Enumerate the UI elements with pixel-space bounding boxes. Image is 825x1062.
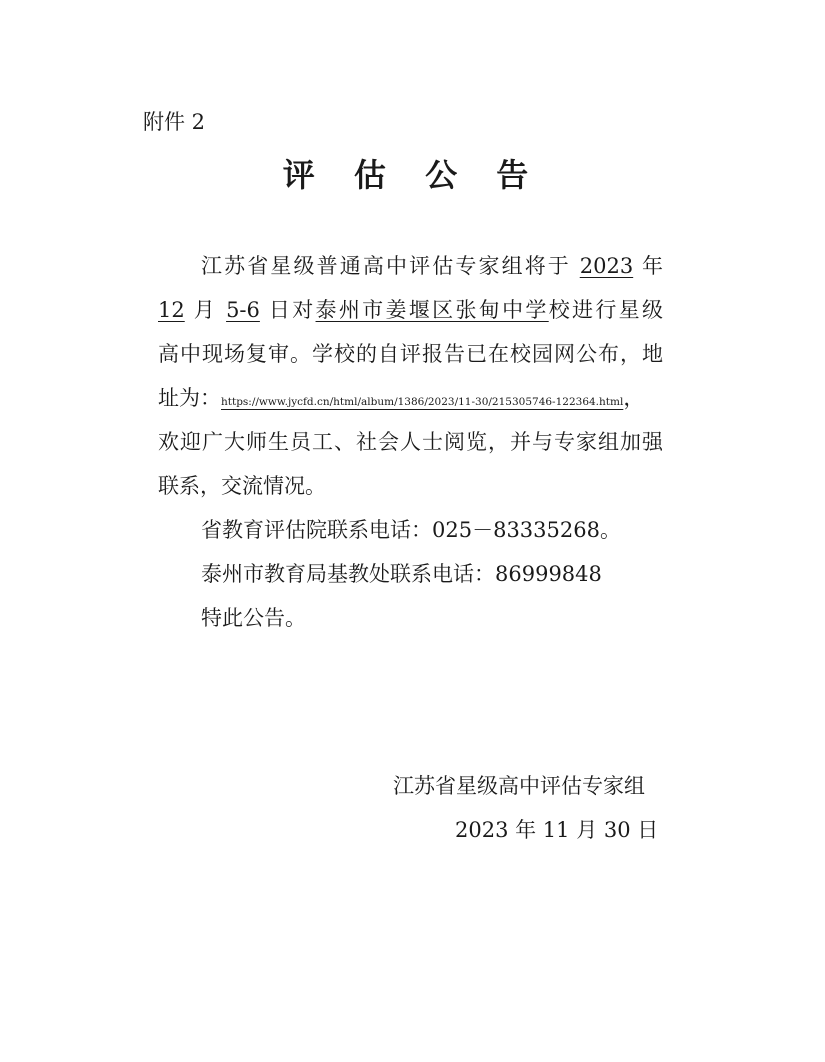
body-text: 月 [193,298,218,322]
contact-phone-city: 泰州市教育局基教处联系电话：86999848 [201,562,602,586]
body-text: 江苏省星级普通高中评估专家组将于 [201,254,571,278]
school-name: 泰州市姜堰区张甸中学 [315,298,549,322]
body-line-2 [158,292,663,328]
review-year: 2023 [579,254,634,278]
review-month: 12 [158,298,185,322]
body-text: 址为： [158,386,221,410]
body-line-1 [201,248,663,284]
body-text: 年 [641,254,663,278]
self-evaluation-report-link[interactable]: https://www.jycfd.cn/html/album/1386/2023/11-30/215305746-122364.html [221,396,624,408]
body-line-3: 高中现场复审。学校的自评报告已在校园网公布，地 [158,342,663,366]
review-days: 5-6 [226,298,260,322]
body-text: ， [623,386,645,410]
body-line-5: 欢迎广大师生员工、社会人士阅览，并与专家组加强 [158,430,663,454]
closing-line: 特此公告。 [201,606,306,630]
document-title: 评 估 公 告 [282,156,543,194]
body-line-6: 联系，交流情况。 [158,474,326,498]
contact-phone-provincial: 省教育评估院联系电话：025－83335268。 [201,518,621,542]
body-text: 日对 [268,298,316,322]
signature-date: 2023 年 11 月 30 日 [455,818,659,842]
signature-organization: 江苏省星级高中评估专家组 [393,774,645,798]
body-text: 校进行星级 [548,298,663,322]
attachment-label: 附件 2 [143,110,206,134]
body-line-4 [158,380,663,416]
